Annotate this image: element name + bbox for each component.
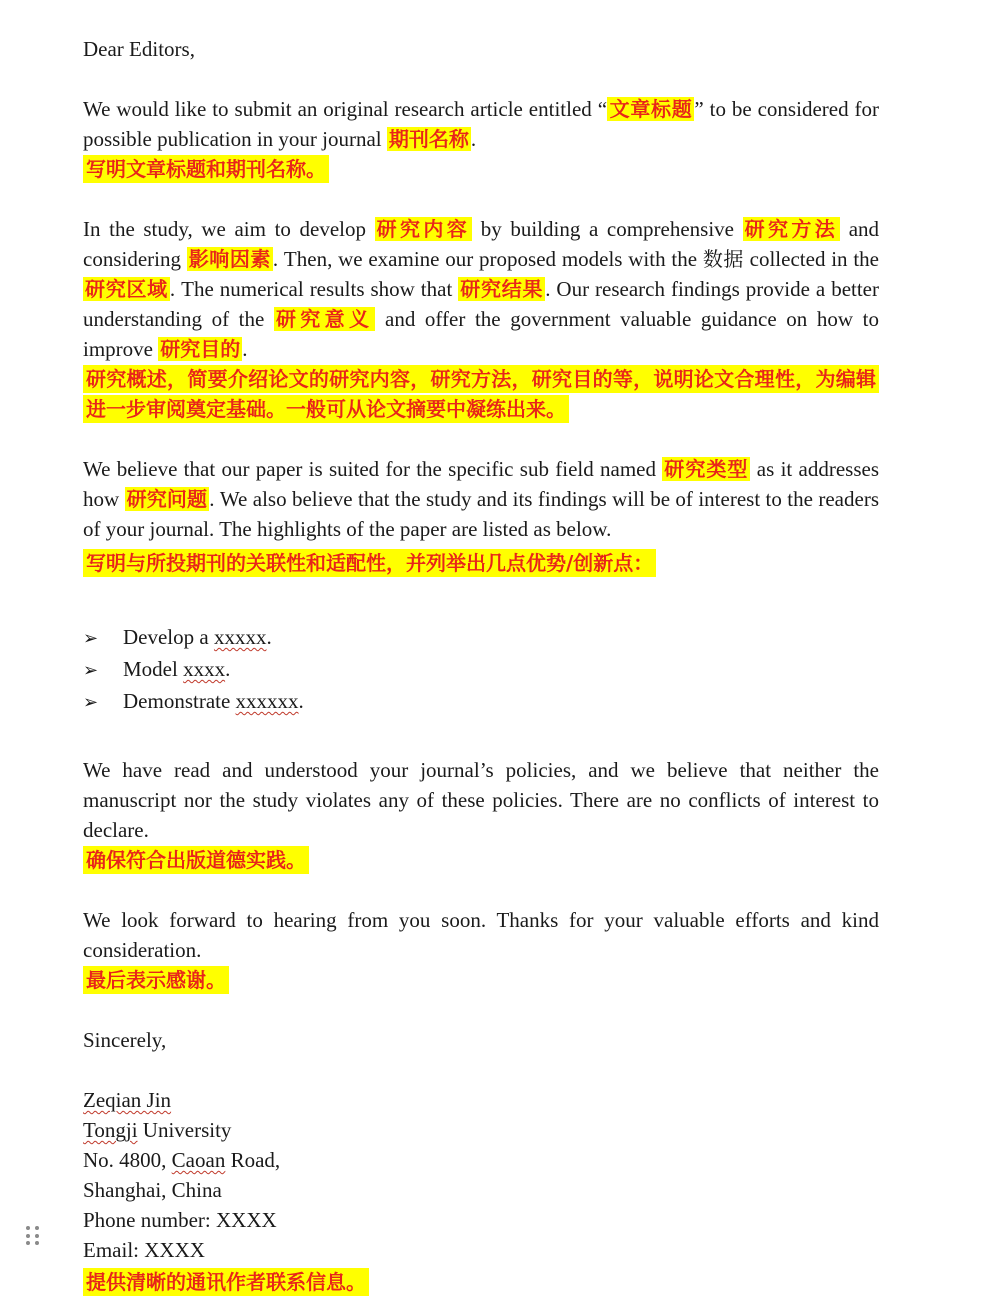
guidance-note-1 — [83, 154, 879, 184]
note-text: 写明与所投期刊的关联性和适配性，并列举出几点优势/创新点： — [83, 549, 656, 577]
note-text: 确保符合出版道德实践。 — [83, 846, 309, 874]
placeholder-research-content: 研究内容 — [376, 217, 471, 241]
paragraph-thanks: We look forward to hearing from you soon. Thanks for your valuable efforts and kind consideration. — [83, 908, 879, 962]
spacer — [83, 995, 879, 1025]
text-run: . — [225, 657, 231, 681]
placeholder-article-title: 文章标题 — [609, 97, 693, 121]
text-run: . The numerical results show that — [169, 277, 459, 301]
list-item — [83, 622, 879, 654]
placeholder-research-type: 研究类型 — [664, 457, 749, 481]
spacer — [83, 64, 879, 94]
placeholder-research-method: 研究方法 — [744, 217, 839, 241]
drag-handle-icon[interactable] — [26, 1226, 40, 1246]
paragraph-suitability — [83, 454, 879, 544]
spellcheck-word: xxxxx — [213, 625, 267, 649]
text-run: Model — [123, 657, 184, 681]
list-item — [83, 686, 879, 718]
author-name — [83, 1085, 879, 1115]
text-run: We believe that our paper is suited for the specific sub field named — [83, 457, 663, 481]
arrow-bullet-icon: ➢ — [83, 660, 99, 681]
note-text: 提供清晰的通讯作者联系信息。 — [83, 1268, 369, 1296]
spacer — [83, 184, 879, 214]
guidance-note-6 — [83, 1267, 879, 1297]
note-text: 写明文章标题和期刊名称。 — [83, 155, 329, 183]
placeholder-research-purpose: 研究目的 — [160, 337, 241, 361]
letter-body — [83, 34, 879, 1297]
guidance-note-3 — [83, 548, 879, 578]
spellcheck-word: Tongji — [83, 1118, 138, 1142]
text-run: . Then, we examine our proposed models with the — [272, 247, 703, 271]
placeholder-research-results: 研究结果 — [460, 277, 544, 301]
spacer — [83, 718, 879, 755]
email: Email: XXXX — [83, 1238, 205, 1262]
text-run: Demonstrate — [123, 689, 236, 713]
phone-number: Phone number: XXXX — [83, 1208, 277, 1232]
paragraph-intro — [83, 94, 879, 154]
university — [83, 1115, 879, 1145]
text-run: and considering — [83, 217, 880, 271]
placeholder-research-question: 研究问题 — [126, 487, 208, 511]
text-run: collected in the — [743, 247, 879, 271]
text-run-chinese: 数据 — [702, 247, 744, 271]
spacer — [83, 1055, 879, 1085]
text-run: . — [242, 337, 248, 361]
text-run: as it addresses how — [83, 457, 880, 511]
text-run: . — [266, 625, 272, 649]
spellcheck-word: Zeqian Jin — [83, 1088, 172, 1112]
spacer — [83, 578, 879, 622]
spellcheck-word: Caoan — [171, 1148, 226, 1172]
city: Shanghai, China — [83, 1178, 222, 1202]
address — [83, 1145, 879, 1175]
salutation: Dear Editors, — [83, 37, 195, 61]
text-run: In the study, we aim to develop — [83, 217, 375, 241]
text-run: by building a comprehensive — [472, 217, 743, 241]
text-run: . We also believe that the study and its findings will be of interest to the readers of your journal. The highlights of the paper are listed as below. — [83, 487, 879, 541]
text-run: Develop a — [123, 625, 214, 649]
text-run: ” to be considered for possible publication in your journal — [83, 97, 879, 151]
text-run: No. 4800, — [83, 1148, 172, 1172]
note-text: 研究概述，简要介绍论文的研究内容，研究方法，研究目的等，说明论文合理性，为编辑进一步审阅奠定基础。一般可从论文摘要中凝练出来。 — [83, 365, 879, 423]
spacer — [83, 875, 879, 905]
spellcheck-word: xxxxxx — [235, 689, 299, 713]
placeholder-influence-factors: 影响因素 — [188, 247, 271, 271]
arrow-bullet-icon: ➢ — [83, 628, 99, 649]
signature-block — [83, 1085, 879, 1265]
text-run: . Our research findings provide a better understanding of the — [83, 277, 880, 331]
note-text: 最后表示感谢。 — [83, 966, 229, 994]
paragraph-study — [83, 214, 879, 364]
placeholder-research-area: 研究区域 — [85, 277, 168, 301]
spellcheck-word: xxxx — [183, 657, 226, 681]
text-run: . — [470, 127, 477, 151]
spacer — [83, 424, 879, 454]
text-run: We would like to submit an original research article entitled “ — [83, 97, 608, 121]
text-run: Road, — [225, 1148, 281, 1172]
arrow-bullet-icon: ➢ — [83, 692, 99, 713]
paragraph-policies: We have read and understood your journal’s policies, and we believe that neither the manuscript nor the study violates any of these policies. There are no conflicts of interest to declare. — [83, 758, 879, 842]
guidance-note-2 — [83, 364, 879, 424]
guidance-note-4 — [83, 845, 879, 875]
text-run: . — [298, 689, 304, 713]
placeholder-journal-name: 期刊名称 — [388, 127, 469, 151]
text-run: and offer the government valuable guidance on how to improve — [83, 307, 879, 361]
list-item — [83, 654, 879, 686]
text-run: University — [137, 1118, 232, 1142]
highlights-list — [83, 622, 879, 718]
closing: Sincerely, — [83, 1028, 167, 1052]
guidance-note-5 — [83, 965, 879, 995]
placeholder-research-significance: 研究意义 — [275, 307, 374, 331]
